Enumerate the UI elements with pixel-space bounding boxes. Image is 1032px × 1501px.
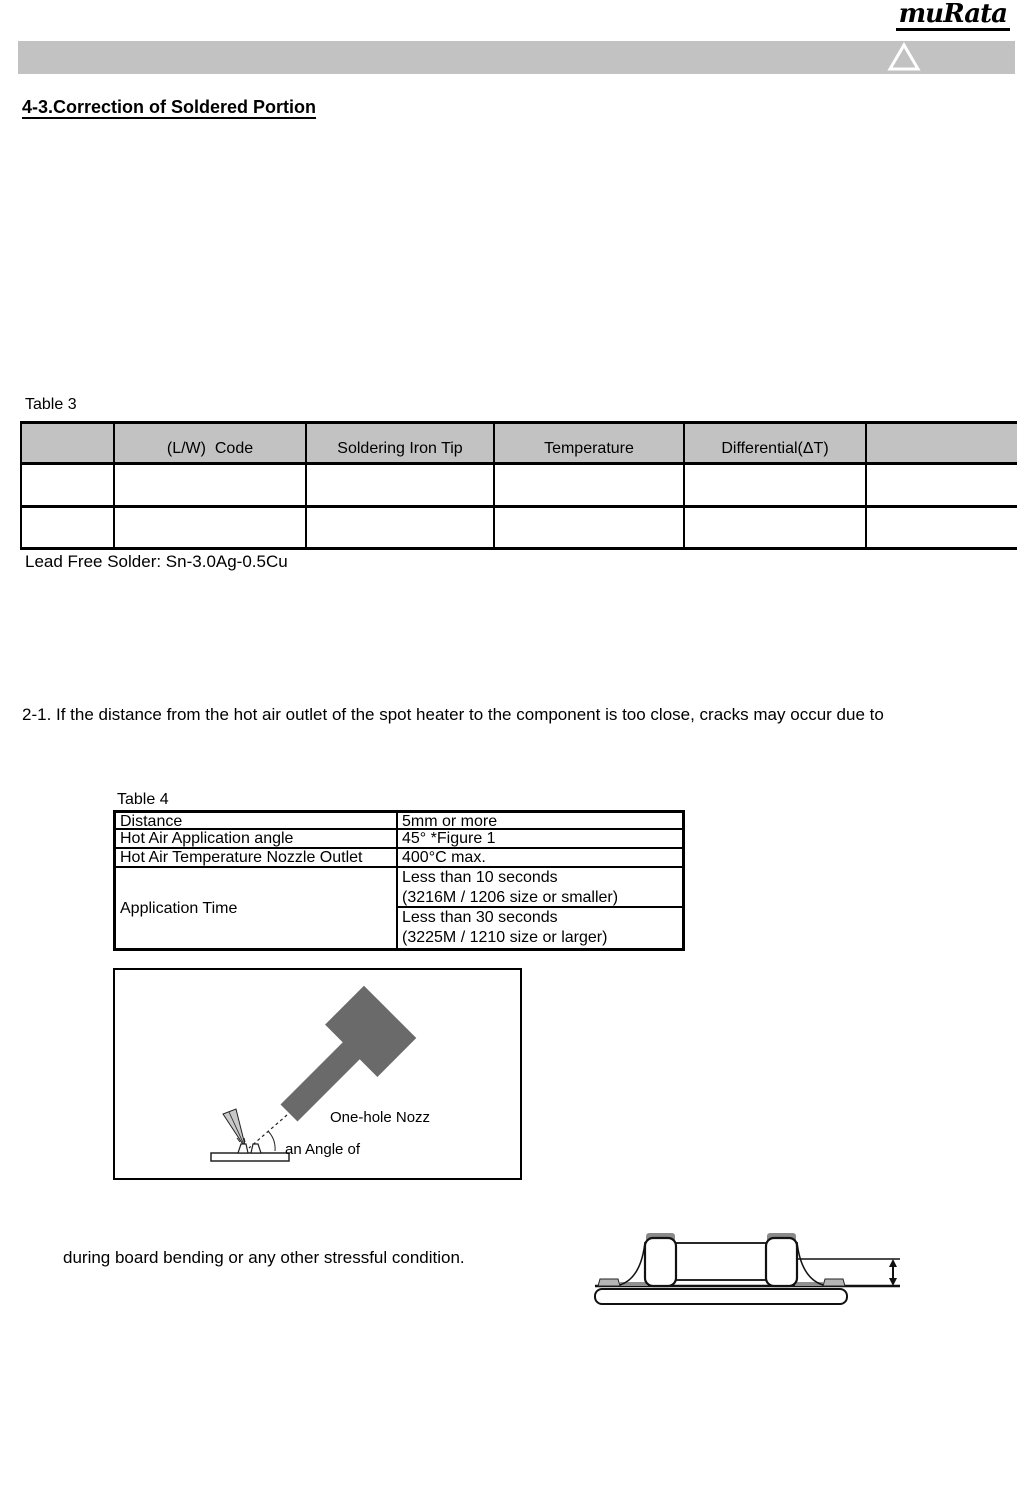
chip-termination — [645, 1238, 676, 1286]
table4-row-value: 45° *Figure 1 — [398, 830, 682, 849]
table3-cell — [867, 465, 1017, 508]
table3-footnote: Lead Free Solder: Sn-3.0Ag-0.5Cu — [25, 552, 288, 571]
table4-row-value — [398, 908, 682, 948]
figure1-hot-air-nozzle — [113, 968, 522, 1180]
table4-row-value — [398, 868, 682, 908]
section-heading: 4-3.Correction of Soldered Portion — [22, 97, 317, 117]
table4-row-value: 5mm or more — [398, 813, 682, 830]
table3-cell — [495, 465, 685, 508]
table3-cell — [495, 508, 685, 547]
solder-pad — [823, 1279, 845, 1286]
chip-termination — [766, 1238, 797, 1286]
table3-cell — [115, 465, 307, 508]
table4-value-line: (3225M / 1210 size or larger) — [402, 929, 608, 946]
chip-termination — [251, 1144, 261, 1153]
board-bending-note: during board bending or any other stressful condition. — [63, 1248, 465, 1267]
angle-label: an Angle of — [285, 1141, 361, 1158]
table3-header-cell — [867, 424, 1017, 465]
table4-row-name: Hot Air Application angle — [116, 830, 398, 849]
murata-logo: muRata — [896, 1, 1010, 31]
table4-row-name: Hot Air Temperature Nozzle Outlet — [116, 849, 398, 868]
angle-arc — [268, 1131, 275, 1151]
table3-header-cell: (L/W) Code — [115, 424, 307, 465]
solder-fillet — [620, 1242, 645, 1285]
table4-row-value: 400°C max. — [398, 849, 682, 868]
table3-header-cell: Soldering Iron Tip — [307, 424, 495, 465]
table3-header-cell: Differential(ΔT) — [685, 424, 867, 465]
table3-header-cell — [22, 424, 115, 465]
table3-header-cell: Temperature — [495, 424, 685, 465]
board — [211, 1153, 289, 1161]
table4-value-line: Less than 10 seconds — [402, 869, 558, 886]
table3-cell — [307, 508, 495, 547]
paragraph-2-1: 2-1. If the distance from the hot air outlet of the spot heater to the component is too close, cracks may occur due to — [22, 705, 884, 724]
table4-row-name: Application Time — [116, 868, 398, 948]
nozzle-label: One-hole Nozz — [330, 1109, 431, 1126]
table3-cell — [685, 508, 867, 547]
table3-caption: Table 3 — [25, 396, 77, 413]
table3-cell — [867, 508, 1017, 547]
figure-mounted-chip — [588, 1228, 908, 1318]
arrow-up-icon — [889, 1259, 897, 1267]
delta-triangle-icon — [886, 42, 922, 73]
header-banner — [18, 41, 1015, 74]
table3-cell — [22, 465, 115, 508]
table4-value-line: (3216M / 1206 size or smaller) — [402, 889, 619, 906]
chip-termination — [238, 1144, 248, 1153]
table4 — [113, 810, 685, 951]
mounted-chip-diagram — [588, 1228, 908, 1313]
hot-air-fan — [223, 1109, 246, 1149]
table3-cell — [307, 465, 495, 508]
nozzle-diagram — [115, 970, 520, 1178]
table4-value-line: Less than 30 seconds — [402, 909, 558, 926]
table4-row-name: Distance — [116, 813, 398, 830]
solder-fillet — [797, 1242, 823, 1285]
pcb-board — [595, 1289, 847, 1304]
table4-caption: Table 4 — [117, 791, 169, 808]
solder-pad — [598, 1279, 620, 1286]
table3-cell — [115, 508, 307, 547]
table3 — [20, 421, 1017, 550]
table3-cell — [685, 465, 867, 508]
table3-cell — [22, 508, 115, 547]
